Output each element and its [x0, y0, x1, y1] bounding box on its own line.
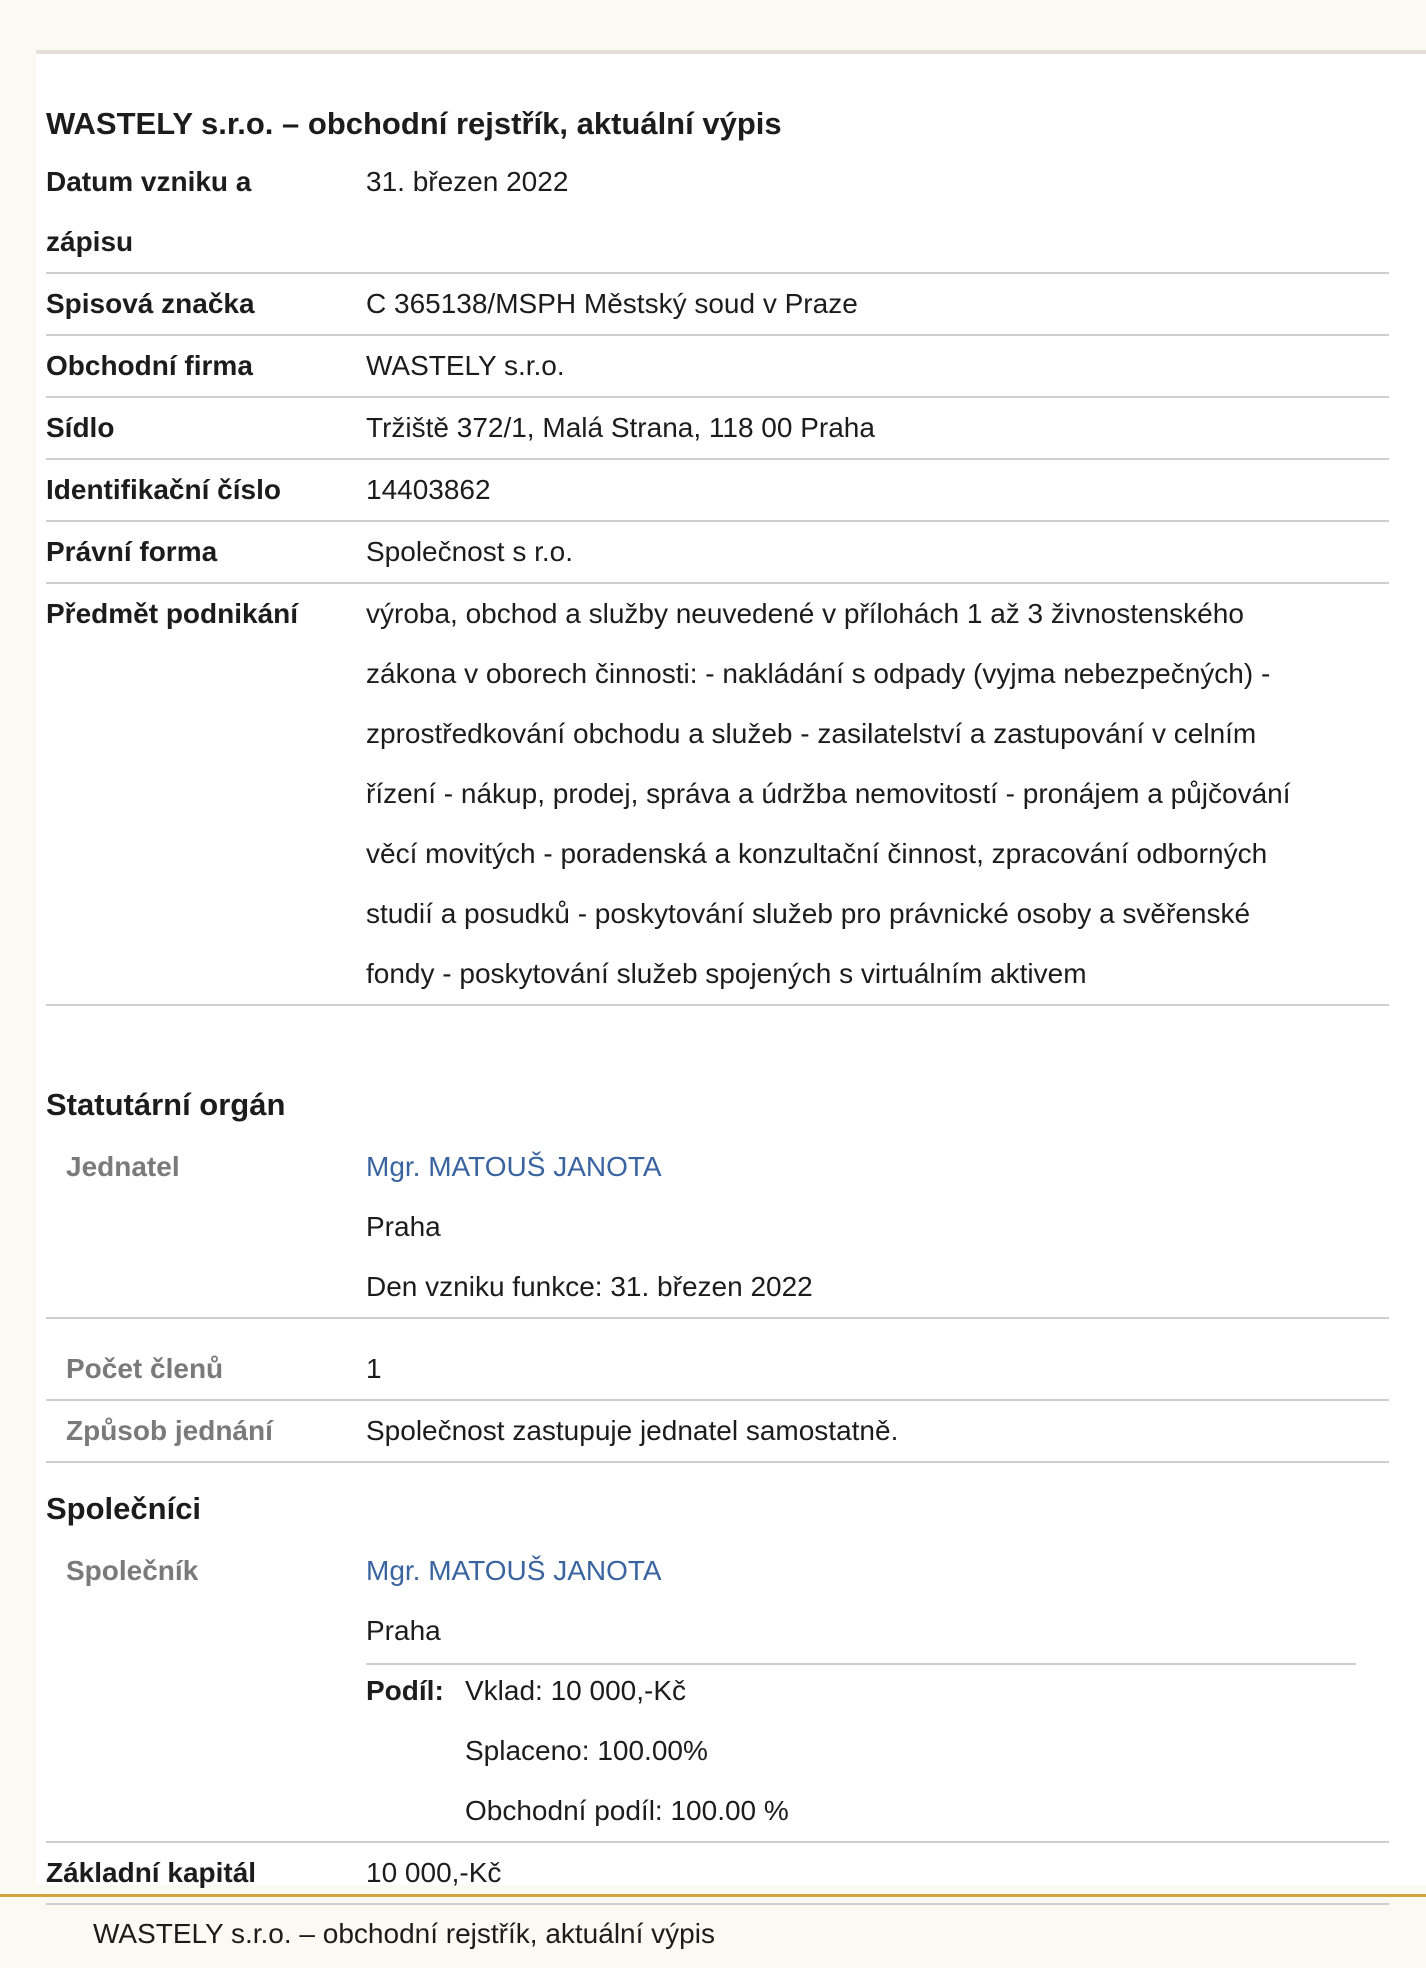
spolecnik-name-link[interactable]: Mgr. MATOUŠ JANOTA — [366, 1555, 662, 1586]
jednatel-since: Den vzniku funkce: 31. březen 2022 — [366, 1271, 813, 1302]
row-value: 31. březen 2022 — [366, 166, 569, 197]
row-spisova-znacka — [46, 274, 1389, 336]
row-datum-vzniku — [46, 152, 1389, 274]
label-line: zápisu — [46, 226, 134, 257]
section-heading-spolecnici: Společníci — [46, 1491, 202, 1526]
row-label: Základní kapitál — [46, 1857, 257, 1888]
row-pocet-clenu — [46, 1339, 1389, 1401]
register-extract-card — [36, 50, 1426, 1888]
row-value — [366, 1137, 1366, 1317]
podil-obchodni: Obchodní podíl: 100.00 % — [465, 1795, 789, 1826]
row-value: 10 000,-Kč — [366, 1857, 502, 1888]
row-label: Obchodní firma — [46, 350, 253, 381]
footer-title: WASTELY s.r.o. – obchodní rejstřík, aktuální výpis — [93, 1918, 715, 1949]
row-pravni-forma — [46, 522, 1389, 584]
row-value: Tržiště 372/1, Malá Strana, 118 00 Praha — [366, 412, 875, 443]
podil-values — [465, 1661, 789, 1841]
row-label: Způsob jednání — [66, 1415, 273, 1446]
row-predmet-podnikani — [46, 584, 1389, 1006]
row-value: 1 — [366, 1353, 382, 1384]
row-jednatel — [46, 1137, 1389, 1319]
row-label: Spisová značka — [46, 288, 255, 319]
predmet-line: studií a posudků - poskytování služeb pro právnické osoby a svěřenské — [366, 898, 1251, 929]
row-value: Společnost s r.o. — [366, 536, 574, 567]
row-label — [46, 152, 251, 272]
row-zpusob-jednani — [46, 1401, 1389, 1463]
predmet-line: zprostředkování obchodu a služeb - zasilatelství a zastupování v celním — [366, 718, 1257, 749]
podil-splaceno: Splaceno: 100.00% — [465, 1735, 708, 1766]
row-label: Společník — [66, 1555, 199, 1586]
row-value — [366, 1541, 1366, 1661]
jednatel-city: Praha — [366, 1211, 441, 1242]
podil-vklad: Vklad: 10 000,-Kč — [465, 1675, 687, 1706]
section-heading-statutarni-organ: Statutární orgán — [46, 1087, 286, 1122]
predmet-line: řízení - nákup, prodej, správa a údržba nemovitostí - pronájem a půjčování — [366, 778, 1291, 809]
row-value: 14403862 — [366, 474, 491, 505]
row-label: Identifikační číslo — [46, 474, 281, 505]
row-sidlo — [46, 398, 1389, 460]
row-label: Jednatel — [66, 1151, 180, 1182]
row-label: Sídlo — [46, 412, 115, 443]
predmet-line: výroba, obchod a služby neuvedené v přílohách 1 až 3 živnostenského — [366, 598, 1244, 629]
row-value — [366, 584, 1371, 1004]
jednatel-name-link[interactable]: Mgr. MATOUŠ JANOTA — [366, 1151, 662, 1182]
predmet-line: fondy - poskytování služeb spojených s virtuálním aktivem — [366, 958, 1087, 989]
row-spolecnik — [46, 1541, 1389, 1843]
predmet-line: věcí movitých - poradenská a konzultační činnost, zpracování odborných — [366, 838, 1268, 869]
row-value: Společnost zastupuje jednatel samostatně. — [366, 1415, 899, 1446]
spolecnik-city: Praha — [366, 1615, 441, 1646]
predmet-line: zákona v oborech činnosti: - nakládání s odpady (vyjma nebezpečných) - — [366, 658, 1271, 689]
footer-divider — [0, 1894, 1426, 1897]
row-label: Právní forma — [46, 536, 218, 567]
row-value: C 365138/MSPH Městský soud v Praze — [366, 288, 858, 319]
row-identifikacni-cislo — [46, 460, 1389, 522]
podil-label: Podíl: — [366, 1675, 444, 1706]
row-value: WASTELY s.r.o. — [366, 350, 565, 381]
row-label: Počet členů — [66, 1353, 224, 1384]
row-obchodni-firma — [46, 336, 1389, 398]
page-title: WASTELY s.r.o. – obchodní rejstřík, aktuální výpis — [46, 106, 782, 141]
label-line: Datum vzniku a — [46, 166, 252, 197]
row-label: Předmět podnikání — [46, 598, 299, 629]
